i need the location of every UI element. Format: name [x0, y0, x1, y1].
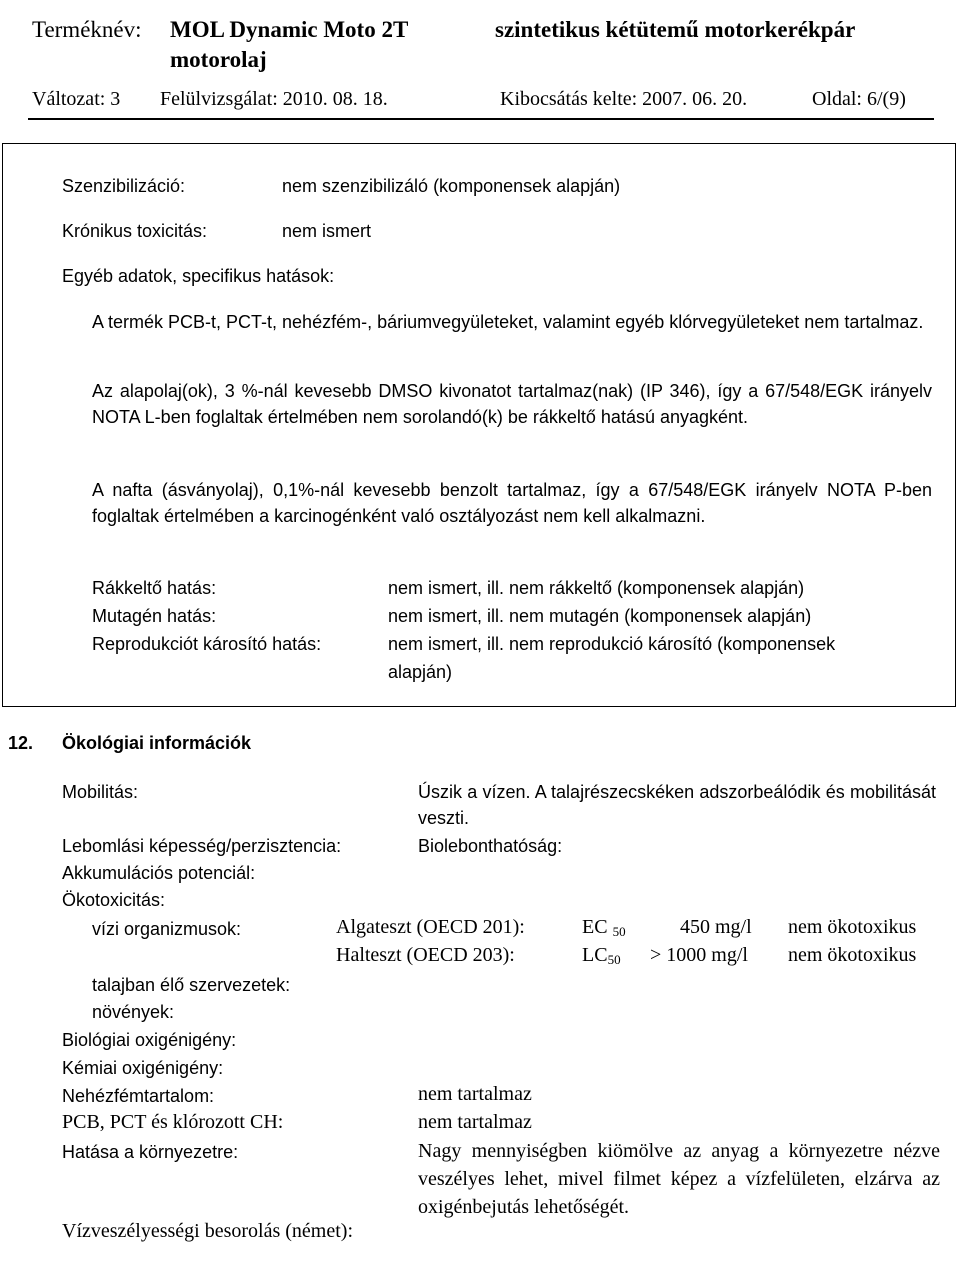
- mutagenic-label: Mutagén hatás:: [92, 606, 217, 626]
- paragraph-benzene: A nafta (ásványolaj), 0,1%-nál kevesebb benzolt tartalmaz, így a 67/548/EGK irányelv NOTA P-ben foglaltak értelmében a karcinogénként való osztályozást nem kell alkalmazni.: [92, 480, 932, 526]
- carcinogenic-value: nem ismert, ill. nem rákkeltő (komponensek alapján): [388, 578, 805, 598]
- chronic-toxicity-label: Krónikus toxicitás:: [62, 221, 208, 241]
- degradability-value: Biolebonthatóság:: [418, 836, 563, 856]
- fish-value: > 1000 mg/l: [650, 944, 748, 966]
- reproductive-value: nem ismert, ill. nem reprodukció károsító (komponensek: [388, 634, 836, 654]
- carcinogenic-label: Rákkeltő hatás:: [92, 578, 217, 598]
- page-number: Oldal: 6/(9): [812, 88, 906, 110]
- algae-parameter: [582, 914, 626, 945]
- cod-label: Kémiai oxigénigény:: [62, 1058, 224, 1078]
- product-label: Terméknév:: [32, 17, 142, 42]
- heavy-metals-value: nem tartalmaz: [418, 1083, 532, 1105]
- algae-parameter-name: EC: [582, 916, 608, 938]
- section-title: Ökológiai információk: [62, 733, 252, 753]
- environment-effect-value: Nagy mennyiségben kiömölve az anyag a környezetre nézve veszélyes lehet, mivel filmet képez a vízfelületen, elzárva az oxigénbejutás lehetőségét.: [418, 1140, 940, 1218]
- plants-label: növények:: [92, 1002, 175, 1022]
- aquatic-organisms-label: vízi organizmusok:: [92, 919, 242, 939]
- fish-parameter-subscript: 50: [607, 952, 621, 967]
- mobility-value: Úszik a vízen. A talajrészecskéken adszorbeálódik és mobilitását veszti.: [418, 782, 936, 828]
- product-name-part2: szintetikus kétütemű motorkerékpár: [495, 17, 856, 42]
- algae-value: 450 mg/l: [680, 916, 752, 938]
- revision-date: Felülvizsgálat: 2010. 08. 18.: [160, 88, 388, 110]
- fish-parameter-name: LC: [582, 944, 608, 966]
- pcb-value: nem tartalmaz: [418, 1111, 532, 1133]
- reproductive-value-continued: alapján): [388, 662, 453, 682]
- degradability-label: Lebomlási képesség/perzisztencia:: [62, 836, 342, 856]
- bod-label: Biológiai oxigénigény:: [62, 1030, 237, 1050]
- fish-result: nem ökotoxikus: [788, 944, 917, 966]
- version-info: Változat: 3: [32, 88, 121, 110]
- ecotoxicity-label: Ökotoxicitás:: [62, 890, 166, 910]
- mutagenic-value: nem ismert, ill. nem mutagén (komponensek alapján): [388, 606, 812, 626]
- chronic-toxicity-value: nem ismert: [282, 221, 372, 241]
- reproductive-label: Reprodukciót károsító hatás:: [92, 634, 322, 654]
- pcb-label: PCB, PCT és klórozott CH:: [62, 1111, 284, 1133]
- other-effects-label: Egyéb adatok, specifikus hatások:: [62, 266, 335, 286]
- section-number: 12.: [8, 733, 34, 753]
- product-name-part3: motorolaj: [170, 47, 267, 72]
- paragraph-pcb: A termék PCB-t, PCT-t, nehézfém-, báriumvegyületeket, valamint egyéb klórvegyületeket nem tartalmaz.: [92, 312, 924, 332]
- paragraph-dmso: Az alapolaj(ok), 3 %-nál kevesebb DMSO kivonatot tartalmaz(nak) (IP 346), így a 67/548/EGK irányelv NOTA L-ben foglaltak értelmében nem sorolandó(k) be rákkeltő hatású anyagként.: [92, 381, 932, 427]
- heavy-metals-label: Nehézfémtartalom:: [62, 1086, 215, 1106]
- fish-parameter: [582, 942, 621, 973]
- water-hazard-class-label: Vízveszélyességi besorolás (német):: [62, 1220, 354, 1242]
- algae-parameter-subscript: 50: [612, 924, 626, 939]
- algae-test-label: Algateszt (OECD 201):: [336, 916, 525, 938]
- accumulation-label: Akkumulációs potenciál:: [62, 863, 256, 883]
- fish-test-label: Halteszt (OECD 203):: [336, 944, 515, 966]
- environment-effect-label: Hatása a környezetre:: [62, 1142, 239, 1162]
- issue-date: Kibocsátás kelte: 2007. 06. 20.: [500, 88, 748, 110]
- mobility-label: Mobilitás:: [62, 782, 139, 802]
- sensitization-value: nem szenzibilizáló (komponensek alapján): [282, 176, 621, 196]
- product-name-part1: MOL Dynamic Moto 2T: [170, 17, 409, 42]
- sensitization-label: Szenzibilizáció:: [62, 176, 186, 196]
- soil-organisms-label: talajban élő szervezetek:: [92, 975, 291, 995]
- algae-result: nem ökotoxikus: [788, 916, 917, 938]
- header-divider: [28, 118, 934, 120]
